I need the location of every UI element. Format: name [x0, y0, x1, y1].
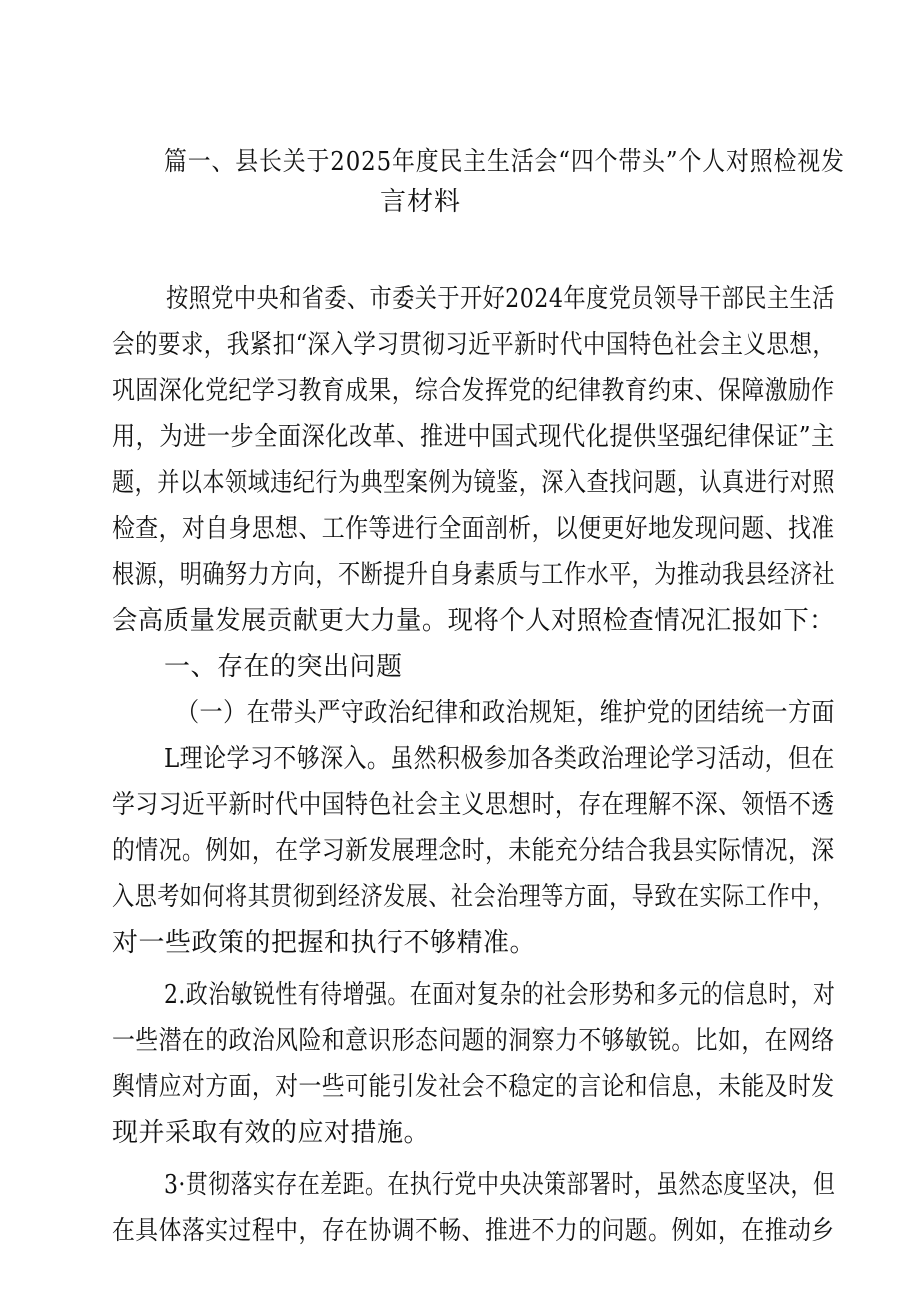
item-line: 在具体落实过程中，存在协调不畅、推进不力的问题。例如，在推动乡	[112, 1216, 835, 1246]
section-heading: 一、存在的突出问题	[164, 652, 403, 682]
title-line-1: 篇一、县长关于2025年度民主生活会“四个带头”个人对照检视发	[164, 147, 845, 177]
subsection-heading: （一）在带头严守政治纪律和政治规矩，维护党的团结统一方面	[176, 698, 835, 728]
item-line: 2.政治敏锐性有待增强。在面对复杂的社会形势和多元的信息时，对	[164, 980, 836, 1010]
paragraph-line: 检查，对自身思想、工作等进行全面剖析，以便更好地发现问题、找准	[112, 514, 835, 544]
item-line: 舆情应对方面，对一些可能引发社会不稳定的言论和信息，未能及时发	[112, 1072, 835, 1102]
item-line: L理论学习不够深入。虽然积极参加各类政治理论学习活动，但在	[164, 744, 835, 774]
item-line: 的情况。例如，在学习新发展理念时，未能充分结合我县实际情况，深	[112, 836, 835, 866]
item-line: 3·贯彻落实存在差距。在执行党中央决策部署时，虽然态度坚决，但	[164, 1170, 836, 1200]
paragraph-line: 按照党中央和省委、市委关于开好2024年度党员领导干部民主生活	[166, 284, 835, 314]
paragraph-line: 题，并以本领域违纪行为典型案例为镜鉴，深入查找问题，认真进行对照	[112, 468, 836, 498]
title-line-2: 言材料	[380, 187, 462, 217]
paragraph-line: 根源，明确努力方向，不断提升自身素质与工作水平，为推动我县经济社	[112, 560, 836, 590]
paragraph-line: 巩固深化党纪学习教育成果，综合发挥党的纪律教育约束、保障激励作	[112, 376, 835, 406]
paragraph-line: 用，为进一步全面深化改革、推进中国式现代化提供坚强纪律保证”主	[112, 422, 835, 452]
item-line: 学习习近平新时代中国特色社会主义思想时，存在理解不深、领悟不透	[112, 790, 835, 820]
item-line: 现并采取有效的应对措施。	[112, 1118, 431, 1148]
paragraph-line: 会高质量发展贡献更大力量。现将个人对照检查情况汇报如下：	[112, 606, 836, 636]
item-line: 入思考如何将其贯彻到经济发展、社会治理等方面，导致在实际工作中，	[112, 882, 836, 912]
item-line: 一些潜在的政治风险和意识形态问题的洞察力不够敏锐。比如，在网络	[112, 1026, 835, 1056]
paragraph-line: 会的要求，我紧扣“深入学习贯彻习近平新时代中国特色社会主义思想，	[112, 330, 836, 360]
item-line: 对一些政策的把握和执行不够精准。	[112, 928, 537, 958]
